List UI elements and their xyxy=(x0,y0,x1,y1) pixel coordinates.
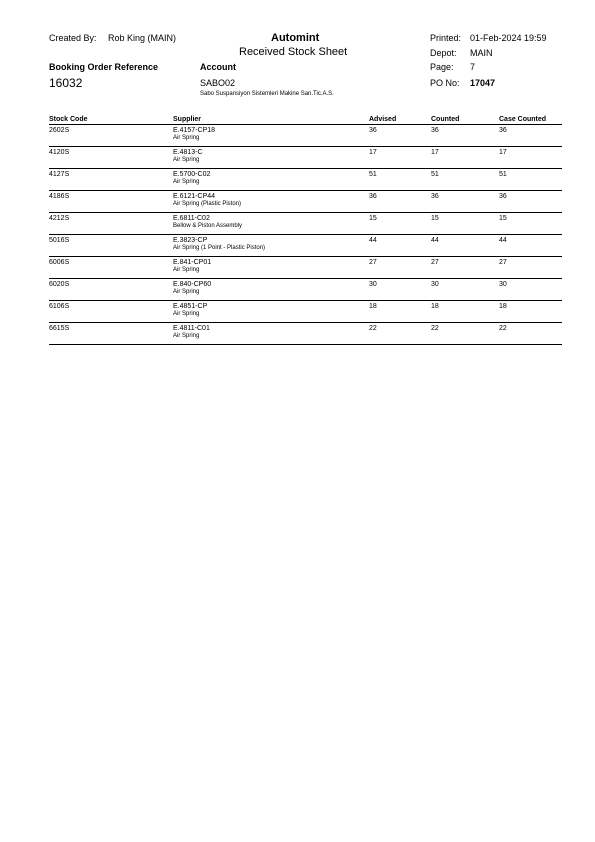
case-counted-cell: 18 xyxy=(499,301,562,323)
supplier-cell xyxy=(173,257,369,279)
page-value: 7 xyxy=(470,62,476,72)
table-row xyxy=(49,147,562,169)
stock-code-cell: 6020S xyxy=(49,279,173,301)
booking-ref-label: Booking Order Reference xyxy=(49,62,159,72)
table-row xyxy=(49,323,562,345)
item-description: Air Spring xyxy=(173,333,200,339)
supplier-code: E.4811-C01 xyxy=(173,325,210,332)
stock-code-cell: 4212S xyxy=(49,213,173,235)
case-counted-cell: 36 xyxy=(499,125,562,147)
received-stock-table xyxy=(49,114,562,345)
counted-cell: 17 xyxy=(431,147,499,169)
table-row xyxy=(49,191,562,213)
advised-cell: 22 xyxy=(369,323,431,345)
case-counted-cell: 44 xyxy=(499,235,562,257)
supplier-code: E.841-CP01 xyxy=(173,259,212,266)
supplier-code: E.6121-CP44 xyxy=(173,193,216,200)
stock-code-cell: 6615S xyxy=(49,323,173,345)
advised-cell: 44 xyxy=(369,235,431,257)
booking-ref-value: 16032 xyxy=(49,76,83,90)
supplier-cell xyxy=(173,191,369,213)
table-row xyxy=(49,257,562,279)
counted-cell: 36 xyxy=(431,125,499,147)
supplier-code: E.4157-CP18 xyxy=(173,127,216,134)
supplier-code: E.5700-C02 xyxy=(173,171,211,178)
supplier-cell xyxy=(173,301,369,323)
table-row xyxy=(49,169,562,191)
stock-code-cell: 2602S xyxy=(49,125,173,147)
table-row xyxy=(49,235,562,257)
document-title: Received Stock Sheet xyxy=(239,46,348,58)
advised-cell: 36 xyxy=(369,125,431,147)
table-row xyxy=(49,213,562,235)
advised-cell: 51 xyxy=(369,169,431,191)
advised-cell: 27 xyxy=(369,257,431,279)
supplier-cell xyxy=(173,323,369,345)
item-description: Air Spring xyxy=(173,135,200,141)
item-description: Bellow & Piston Assembly xyxy=(173,223,243,229)
po-value: 17047 xyxy=(470,78,496,88)
advised-cell: 15 xyxy=(369,213,431,235)
advised-cell: 17 xyxy=(369,147,431,169)
item-description: Air Spring xyxy=(173,311,200,317)
page-label: Page: xyxy=(430,62,454,72)
item-description: Air Spring xyxy=(173,289,200,295)
supplier-code: E.4851-CP xyxy=(173,303,208,310)
depot-label: Depot: xyxy=(430,48,457,58)
counted-cell: 36 xyxy=(431,191,499,213)
counted-cell: 15 xyxy=(431,213,499,235)
supplier-cell xyxy=(173,147,369,169)
supplier-code: E.3823-CP xyxy=(173,237,208,244)
supplier-code: E.6811-C02 xyxy=(173,215,210,222)
case-counted-cell: 51 xyxy=(499,169,562,191)
item-description: Air Spring (1 Point - Plastic Piston) xyxy=(173,245,266,251)
case-counted-cell: 22 xyxy=(499,323,562,345)
stock-code-cell: 5016S xyxy=(49,235,173,257)
supplier-code: E.840-CP60 xyxy=(173,281,212,288)
stock-code-cell: 6006S xyxy=(49,257,173,279)
table-row xyxy=(49,279,562,301)
created-by-label: Created By: xyxy=(49,33,97,43)
item-description: Air Spring xyxy=(173,157,200,163)
depot-value: MAIN xyxy=(470,48,493,58)
table-row xyxy=(49,301,562,323)
item-description: Air Spring xyxy=(173,267,200,273)
stock-code-cell: 6106S xyxy=(49,301,173,323)
created-by-value: Rob King (MAIN) xyxy=(108,33,177,43)
account-name: Sabo Suspansiyon Sistemleri Makine San.Tic.A.S. xyxy=(200,91,334,97)
table-header-row xyxy=(49,114,562,125)
counted-cell: 27 xyxy=(431,257,499,279)
case-counted-cell: 36 xyxy=(499,191,562,213)
counted-cell: 30 xyxy=(431,279,499,301)
item-description: Air Spring (Plastic Piston) xyxy=(173,201,242,207)
supplier-cell xyxy=(173,125,369,147)
stock-code-cell: 4127S xyxy=(49,169,173,191)
counted-cell: 44 xyxy=(431,235,499,257)
stock-code-cell: 4186S xyxy=(49,191,173,213)
advised-cell: 36 xyxy=(369,191,431,213)
company-name: Automint xyxy=(271,32,320,44)
account-code: SABO02 xyxy=(200,78,236,88)
po-label: PO No: xyxy=(430,78,460,88)
table-row xyxy=(49,125,562,147)
supplier-cell xyxy=(173,235,369,257)
col-supplier: Supplier xyxy=(173,114,369,125)
stock-code-cell: 4120S xyxy=(49,147,173,169)
col-case-counted: Case Counted xyxy=(499,114,562,125)
printed-value: 01-Feb-2024 19:59 xyxy=(470,33,547,43)
supplier-code: E.4813-C xyxy=(173,149,203,156)
counted-cell: 18 xyxy=(431,301,499,323)
advised-cell: 18 xyxy=(369,301,431,323)
case-counted-cell: 27 xyxy=(499,257,562,279)
counted-cell: 22 xyxy=(431,323,499,345)
col-counted: Counted xyxy=(431,114,499,125)
supplier-cell xyxy=(173,279,369,301)
supplier-cell xyxy=(173,213,369,235)
item-description: Air Spring xyxy=(173,179,200,185)
col-advised: Advised xyxy=(369,114,431,125)
printed-label: Printed: xyxy=(430,33,462,43)
counted-cell: 51 xyxy=(431,169,499,191)
col-stock-code: Stock Code xyxy=(49,114,173,125)
case-counted-cell: 17 xyxy=(499,147,562,169)
advised-cell: 30 xyxy=(369,279,431,301)
supplier-cell xyxy=(173,169,369,191)
account-label: Account xyxy=(200,62,236,72)
case-counted-cell: 15 xyxy=(499,213,562,235)
case-counted-cell: 30 xyxy=(499,279,562,301)
